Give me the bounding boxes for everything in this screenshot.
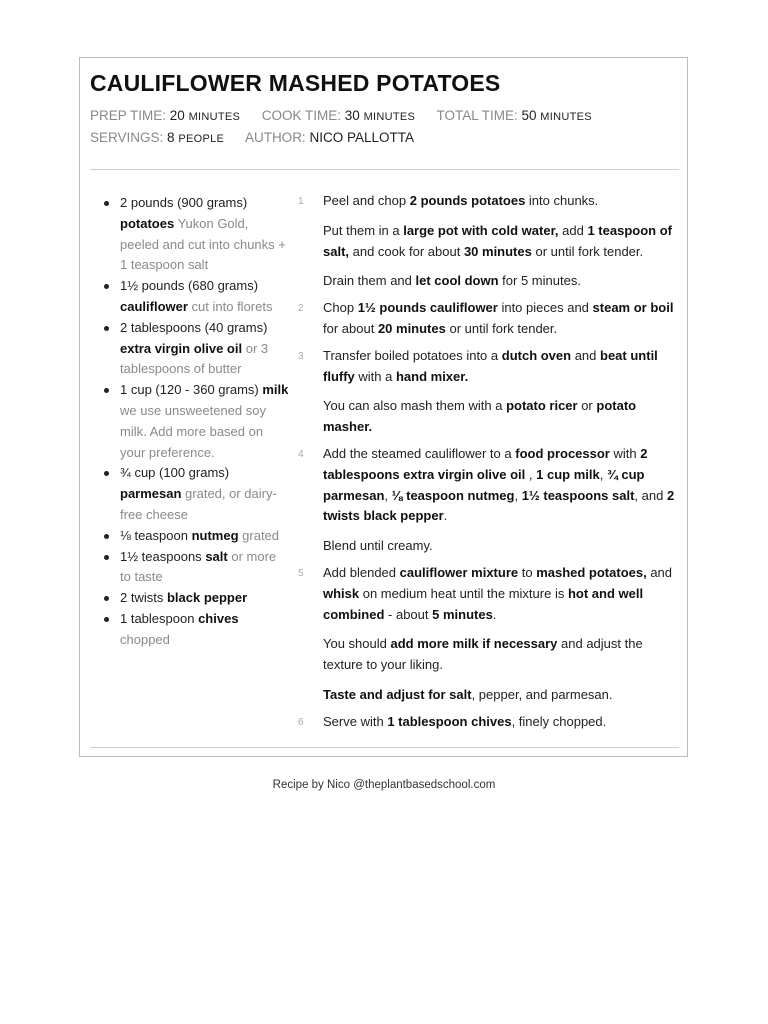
step-emphasis: whisk [323, 585, 360, 601]
ingredient-name: nutmeg [191, 527, 239, 543]
step-emphasis: ¾ cup parmesan [323, 466, 645, 503]
total-time-value: 50 [521, 108, 537, 123]
ingredient-note: chopped [120, 631, 170, 647]
cook-time-unit: MINUTES [363, 111, 416, 123]
ingredient-note: cut into florets [191, 298, 273, 314]
step-text: , [514, 487, 522, 503]
ingredient-item [90, 276, 290, 318]
step-text: on medium heat until the mixture is [359, 585, 568, 601]
cook-time-value: 30 [344, 108, 360, 123]
step-emphasis: 1½ teaspoons salt [521, 487, 635, 503]
step-paragraph [323, 346, 682, 388]
ingredient-name: chives [198, 610, 239, 626]
step-text: to [518, 564, 537, 580]
ingredient-list [90, 193, 290, 651]
ingredient-amount: 2 tablespoons (40 grams) [120, 319, 268, 335]
step-text: Drain them and [323, 273, 416, 289]
instruction-step [290, 712, 682, 733]
step-paragraph [323, 191, 682, 212]
step-text: , [384, 487, 392, 503]
ingredient-amount: 2 pounds (900 grams) [120, 195, 248, 210]
ingredient-name: salt [205, 548, 228, 564]
servings-author-row [90, 130, 414, 145]
step-text: Transfer boiled potatoes into a [323, 347, 502, 363]
bullet-icon [104, 326, 109, 331]
step-emphasis: beat until fluffy [323, 347, 658, 384]
author-name: NICO PALLOTTA [309, 130, 414, 145]
recipe-title: CAULIFLOWER MASHED POTATOES [90, 70, 501, 96]
step-emphasis: 2 pounds potatoes [409, 193, 526, 208]
step-number: 5 [298, 567, 304, 579]
step-emphasis: add more milk if necessary [390, 636, 558, 652]
ingredient-item [90, 547, 290, 589]
step-emphasis: large pot with cold water, [403, 222, 559, 238]
servings-value: 8 [167, 130, 175, 145]
step-paragraph [323, 563, 682, 625]
ingredient-name: cauliflower [120, 298, 188, 314]
step-paragraph [323, 712, 682, 733]
bullet-icon [104, 284, 109, 289]
recipe-credit: Recipe by Nico @theplantbasedschool.com [272, 779, 496, 791]
step-text: Chop [323, 300, 358, 316]
step-emphasis: food processor [515, 445, 610, 461]
ingredient-name: black pepper [166, 590, 248, 606]
divider-top [90, 169, 679, 170]
step-number: 2 [298, 303, 304, 315]
step-emphasis: ⅛ teaspoon nutmeg [391, 487, 515, 503]
step-text: , [525, 466, 537, 482]
ingredient-amount: 1 tablespoon [120, 610, 195, 626]
bullet-icon [104, 617, 109, 622]
step-paragraph [323, 685, 682, 706]
ingredient-name: extra virgin olive oil [120, 340, 243, 356]
prep-time-value: 20 [169, 108, 185, 123]
ingredient-name: parmesan [120, 486, 182, 502]
ingredient-amount: 1½ pounds (680 grams) [120, 278, 259, 294]
step-emphasis: 1½ pounds cauliflower [357, 300, 498, 316]
instruction-step [290, 563, 682, 706]
step-emphasis: 1 tablespoon chives [387, 713, 512, 729]
bullet-icon [104, 388, 109, 393]
divider-bottom [90, 747, 679, 748]
step-text: or until fork tender. [531, 243, 644, 259]
step-text: , and [634, 487, 667, 503]
step-text: Peel and chop [323, 193, 410, 208]
bullet-icon [104, 201, 109, 206]
ingredient-amount: ¾ cup (100 grams) [120, 465, 230, 481]
prep-time-unit: MINUTES [188, 111, 241, 123]
step-emphasis: 2 twists black pepper [323, 487, 675, 524]
step-text: You can also mash them with a [323, 398, 507, 414]
bullet-icon [104, 555, 109, 560]
ingredient-item [90, 380, 290, 463]
bullet-icon [104, 471, 109, 476]
step-emphasis: steam or boil [592, 300, 674, 316]
time-meta-row [90, 108, 592, 123]
step-number: 4 [298, 448, 304, 460]
step-emphasis: dutch oven [501, 347, 572, 363]
step-emphasis: potato ricer [506, 398, 578, 414]
step-emphasis: 5 minutes [432, 606, 493, 622]
step-number: 3 [298, 350, 304, 362]
ingredient-note: or 3 tablespoons of butter [120, 340, 269, 377]
step-number: 6 [298, 716, 304, 728]
ingredient-note: we use unsweetened soy milk. Add more based on your preference. [120, 402, 266, 460]
step-paragraph [323, 536, 682, 557]
author-label: AUTHOR: [244, 130, 306, 145]
step-text: Add the steamed cauliflower to a [323, 445, 516, 461]
ingredient-amount: ⅛ teaspoon [120, 527, 188, 543]
cook-time-label: COOK TIME: [261, 108, 341, 123]
step-paragraph [323, 444, 682, 527]
step-emphasis: 20 minutes [377, 320, 446, 336]
bullet-icon [104, 596, 109, 601]
ingredient-item [90, 588, 290, 609]
ingredient-item [90, 526, 290, 547]
step-emphasis: 1 cup milk [536, 466, 600, 482]
step-text: for about [323, 320, 378, 336]
step-emphasis: hand mixer. [395, 368, 469, 384]
step-paragraph [323, 221, 682, 263]
step-text: . [492, 606, 497, 622]
step-text: Blend until creamy. [323, 538, 433, 554]
ingredient-amount: 2 twists [120, 590, 164, 606]
step-paragraph [323, 396, 682, 438]
ingredient-note: Yukon Gold, peeled and cut into chunks + 1 teaspoon salt [120, 215, 286, 273]
step-emphasis: Taste and adjust for salt [323, 686, 472, 702]
instruction-step [290, 191, 682, 292]
ingredient-item [90, 609, 290, 651]
ingredient-item [90, 318, 290, 380]
ingredient-amount: 1 cup (120 - 360 grams) [120, 382, 259, 398]
step-number: 1 [298, 196, 304, 207]
ingredient-name: milk [262, 382, 289, 398]
step-text: and cook for about [349, 243, 464, 259]
step-emphasis: let cool down [415, 273, 499, 289]
step-text: or until fork tender. [445, 320, 558, 336]
step-text: with a [354, 368, 396, 384]
step-text: You should [323, 636, 391, 652]
ingredient-item [90, 193, 290, 276]
step-paragraph [323, 298, 682, 340]
step-text: . [443, 508, 448, 524]
instruction-list [290, 191, 682, 739]
step-emphasis: cauliflower mixture [399, 564, 519, 580]
step-text: Put them in a [323, 222, 404, 238]
step-paragraph [323, 271, 682, 292]
step-text: with [609, 445, 641, 461]
ingredient-item [90, 463, 290, 525]
total-time-unit: MINUTES [540, 111, 592, 123]
servings-label: SERVINGS: [90, 130, 164, 145]
instruction-step [290, 346, 682, 438]
step-emphasis: 1 teaspoon of salt, [323, 222, 672, 259]
ingredient-note: grated, or dairy-free cheese [120, 486, 277, 522]
step-text: into pieces and [497, 300, 593, 316]
step-emphasis: hot and well combined [323, 585, 644, 622]
step-emphasis: potato masher. [323, 398, 637, 435]
step-text: and adjust the texture to your liking. [323, 636, 643, 673]
step-text: - about [384, 606, 433, 622]
step-text: , pepper, and parmesan. [471, 686, 613, 702]
prep-time-label: PREP TIME: [90, 108, 167, 123]
ingredient-name: potatoes [120, 215, 175, 231]
step-text: add [558, 222, 588, 238]
ingredient-note: grated [242, 527, 280, 543]
recipe-card [79, 57, 688, 757]
ingredient-amount: 1½ teaspoons [120, 548, 202, 564]
total-time-label: TOTAL TIME: [436, 108, 518, 123]
instruction-step [290, 298, 682, 340]
step-text: and [571, 347, 601, 363]
step-text: Add blended [323, 564, 400, 580]
step-text: Serve with [323, 713, 388, 729]
step-emphasis: mashed potatoes, [536, 564, 647, 580]
step-text: for 5 minutes. [498, 273, 581, 289]
step-text: , [599, 466, 607, 482]
instruction-step [290, 444, 682, 557]
step-text: , finely chopped. [511, 713, 607, 729]
servings-unit: PEOPLE [178, 133, 225, 145]
bullet-icon [104, 534, 109, 539]
ingredient-note: or more to taste [120, 548, 277, 585]
step-text: into chunks. [525, 193, 599, 208]
step-text: and [646, 564, 673, 580]
step-emphasis: 2 tablespoons extra virgin olive oil [323, 445, 648, 482]
step-paragraph [323, 634, 682, 676]
step-emphasis: 30 minutes [463, 243, 532, 259]
step-text: or [577, 398, 597, 414]
